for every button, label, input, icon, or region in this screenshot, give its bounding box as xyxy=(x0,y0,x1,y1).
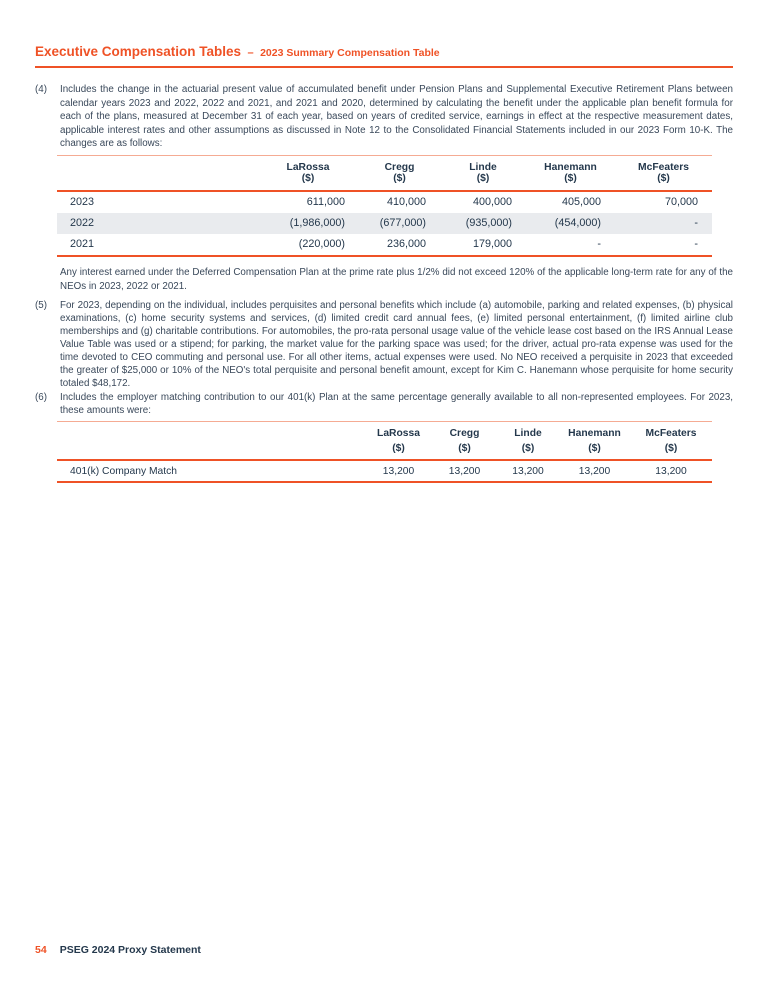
cell-value: 611,000 xyxy=(306,196,345,209)
cell-value: 13,200 xyxy=(578,465,611,477)
row-label: 2022 xyxy=(70,217,95,230)
cell-value: 13,200 xyxy=(655,465,687,477)
footnote-4-text: Includes the change in the actuarial present value of accumulated benefit under Pension Plans and Supplemental Executive Retirement Plans between calendar years 2023 and 2022, 2022 and 2021, and 2021 and 2020, determined by calculating the benefit under the applicable plan benefit formula for each of the plans, measured at December 31 of each year, based on years of credited service, earnings in effect at the respective measurement dates, applicable interest rates and other assumptions as discussed in Note 12 to the Consolidated Financial Statements included in our 2023 Form 10-K. The changes are as follows: xyxy=(60,84,733,150)
cell-value: (677,000) xyxy=(379,217,426,230)
title-separator: – xyxy=(247,47,254,59)
match-header-cregg xyxy=(432,422,497,461)
page-number: 54 xyxy=(35,944,47,956)
footnote-4 xyxy=(35,83,733,151)
cell-value: (220,000) xyxy=(298,238,345,251)
cell-value: (454,000) xyxy=(554,217,601,230)
col-unit: ($) xyxy=(564,173,577,185)
page-footer xyxy=(35,944,201,956)
row-label: 2021 xyxy=(70,238,95,251)
cell-value: (1,986,000) xyxy=(289,217,345,230)
cell-value: - xyxy=(694,238,698,251)
col-name: McFeaters xyxy=(645,428,697,440)
footnote-4-continuation: Any interest earned under the Deferred Compensation Plan at the prime rate plus 1/2% did not exceed 120% of the applicable long-term rate for any of the NEOs in 2023, 2022 or 2021. xyxy=(60,266,733,292)
match-header-empty xyxy=(57,422,365,461)
cell-value: 70,000 xyxy=(664,196,698,209)
pension-header-empty xyxy=(57,155,257,191)
col-unit: ($) xyxy=(393,173,406,185)
footnote-5-number: (5) xyxy=(35,300,47,312)
col-name: Hanemann xyxy=(568,428,621,440)
pension-header-larossa xyxy=(257,155,359,191)
match-header-mcfeaters xyxy=(630,422,712,461)
pension-change-table xyxy=(57,155,712,257)
pension-header-linde xyxy=(440,155,526,191)
match-header-linde xyxy=(497,422,559,461)
cell-value: (935,000) xyxy=(465,217,512,230)
page-subtitle: 2023 Summary Compensation Table xyxy=(260,47,440,59)
col-unit: ($) xyxy=(588,442,601,454)
cell-value: 236,000 xyxy=(386,238,426,251)
col-unit: ($) xyxy=(657,173,670,185)
cell-value: 13,200 xyxy=(382,465,415,477)
col-unit: ($) xyxy=(521,442,535,454)
section-header xyxy=(35,0,733,68)
col-name: Linde xyxy=(514,428,542,440)
col-name: McFeaters xyxy=(638,161,689,173)
col-unit: ($) xyxy=(476,173,490,185)
cell-value: - xyxy=(597,238,601,251)
footnote-5-text: For 2023, depending on the individual, includes perquisites and personal benefits which include (a) automobile, parking and related expenses, (b) physical examinations, (c) home security systems and services, (d) limited credit card annual fees, (e) limited personal entertainment, (f) limited airline club memberships and (g) charitable contributions. For automobiles, the pro-rata personal usage value of the vehicle lease cost based on the IRS Annual Lease Value Table was used or a stipend; for parking, the market value for the parking space was used; for the driver, actual pro-rata expense was used for the time devoted to CEO commuting and personal use. For all other items, actual expenses were used. No NEO received a perquisite in 2023 that exceeded the greater of $25,000 or 10% of the NEO's total perquisite and personal benefit amount, except for Kim C. Hanemann whose perquisite for home security totaled $48,172. xyxy=(60,300,733,390)
col-name: LaRossa xyxy=(377,428,420,440)
cell-value: 13,200 xyxy=(512,465,544,477)
table-row-2021 xyxy=(57,234,712,256)
col-unit: ($) xyxy=(392,442,405,454)
footnote-4-number: (4) xyxy=(35,84,47,95)
cell-value: 179,000 xyxy=(472,238,512,251)
cell-value: 410,000 xyxy=(386,196,426,209)
table-row-2023 xyxy=(57,191,712,213)
company-match-table xyxy=(57,421,712,483)
match-table-header-row xyxy=(57,422,712,461)
cell-value: 13,200 xyxy=(448,465,481,477)
pension-table-header-row xyxy=(57,155,712,191)
col-name: Cregg xyxy=(384,161,415,173)
row-label: 401(k) Company Match xyxy=(70,465,178,477)
page-title: Executive Compensation Tables xyxy=(35,44,242,59)
cell-value: - xyxy=(694,217,698,230)
table-row-2022 xyxy=(57,213,712,234)
pension-header-mcfeaters xyxy=(615,155,712,191)
pension-header-cregg xyxy=(359,155,440,191)
col-unit: ($) xyxy=(301,173,315,185)
match-header-hanemann xyxy=(559,422,630,461)
footnote-6-number: (6) xyxy=(35,392,47,404)
footnote-6 xyxy=(35,391,733,417)
col-name: Hanemann xyxy=(544,161,597,173)
footer-label: PSEG 2024 Proxy Statement xyxy=(59,944,201,956)
cell-value: 400,000 xyxy=(472,196,512,209)
footnote-5 xyxy=(35,299,733,390)
table-row-company-match xyxy=(57,460,712,482)
pension-header-hanemann xyxy=(526,155,615,191)
col-unit: ($) xyxy=(458,442,471,454)
col-name: Linde xyxy=(469,161,497,173)
page-content xyxy=(35,0,733,483)
footnote-6-text: Includes the employer matching contribution to our 401(k) Plan at the same percentage generally available to all non-represented employees. For 2023, these amounts were: xyxy=(60,392,733,417)
col-unit: ($) xyxy=(664,442,678,454)
row-label: 2023 xyxy=(70,196,95,209)
col-name: Cregg xyxy=(449,428,480,440)
match-header-larossa xyxy=(365,422,432,461)
cell-value: 405,000 xyxy=(561,196,601,209)
col-name: LaRossa xyxy=(286,161,330,173)
